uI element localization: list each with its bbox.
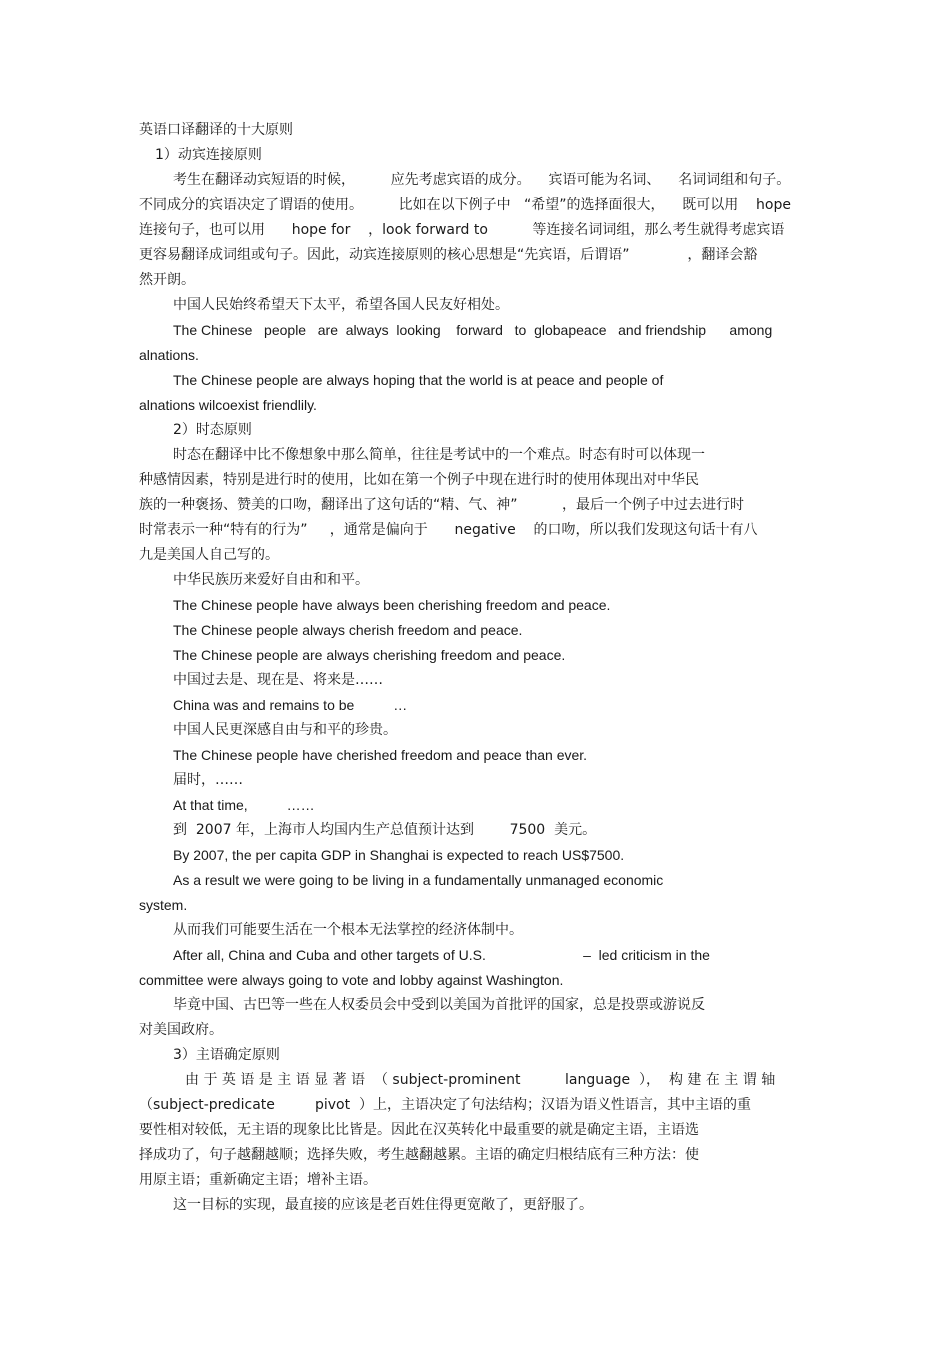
example-line: 这一目标的实现，最直接的应该是老百姓住得更宽敞了，更舒服了。 <box>173 1197 593 1213</box>
example-line: 中国过去是、现在是、将来是…… <box>173 672 383 688</box>
section-heading: 3）主语确定原则 <box>173 1047 280 1063</box>
example-line: alnations. <box>139 347 199 363</box>
paragraph-line: （subject-predicate pivot ）上，主语决定了句法结构；汉语为语义性语言，其中主语的重 <box>139 1097 751 1113</box>
paragraph-line: 然开朗。 <box>139 272 195 288</box>
document-title: 英语口译翻译的十大原则 <box>139 122 293 138</box>
paragraph-line: 用原主语；重新确定主语；增补主语。 <box>139 1172 377 1188</box>
section-heading: 2）时态原则 <box>173 422 252 438</box>
paragraph-line: 更容易翻译成词组或句子。因此，动宾连接原则的核心思想是“先宾语，后谓语” ，翻译会豁 <box>139 247 758 263</box>
example-line: The Chinese people have always been cherishing freedom and peace. <box>173 597 611 613</box>
paragraph-line: 要性相对较低，无主语的现象比比皆是。因此在汉英转化中最重要的就是确定主语，主语选 <box>139 1122 699 1138</box>
example-line: 中国人民更深感自由与和平的珍贵。 <box>173 722 397 738</box>
example-line: 届时，…… <box>173 772 243 788</box>
paragraph-line: 择成功了，句子越翻越顺；选择失败，考生越翻越累。主语的确定归根结底有三种方法：使 <box>139 1147 699 1163</box>
example-line: The Chinese people have cherished freedom and peace than ever. <box>173 747 588 763</box>
example-line: committee were always going to vote and lobby against Washington. <box>139 972 564 988</box>
paragraph-line: 九是美国人自己写的。 <box>139 547 279 563</box>
paragraph-line: 时态在翻译中比不像想象中那么简单，往往是考试中的一个难点。时态有时可以体现一 <box>173 447 705 463</box>
paragraph-line: 连接句子，也可以用 hope for ，look forward to 等连接名词词组，那么考生就得考虑宾语 <box>139 222 785 238</box>
paragraph-line: 由 于 英 语 是 主 语 显 著 语 （ subject-prominent language ）， 构 建 在 主 谓 轴 <box>185 1072 776 1088</box>
example-line: alnations wilcoexist friendlily. <box>139 397 317 413</box>
example-line: The Chinese people always cherish freedom and peace. <box>173 622 523 638</box>
example-line: The Chinese people are always looking forward to globapeace and friendship among <box>173 322 773 338</box>
paragraph-line: 时常表示一种“特有的行为” ，通常是偏向于 negative 的口吻，所以我们发现这句话十有八 <box>139 522 758 538</box>
example-line: system. <box>139 897 188 913</box>
example-line: The Chinese people are always hoping that the world is at peace and people of <box>173 372 664 388</box>
example-line: 毕竟中国、古巴等一些在人权委员会中受到以美国为首批评的国家，总是投票或游说反 <box>173 997 705 1013</box>
example-line: China was and remains to be … <box>173 697 408 713</box>
paragraph-line: 种感情因素，特别是进行时的使用，比如在第一个例子中现在进行时的使用体现出对中华民 <box>139 472 699 488</box>
example-line: The Chinese people are always cherishing freedom and peace. <box>173 647 566 663</box>
example-line: 从而我们可能要生活在一个根本无法掌控的经济体制中。 <box>173 922 523 938</box>
example-line: At that time, …… <box>173 797 315 813</box>
example-line: 中华民族历来爱好自由和和平。 <box>173 572 369 588</box>
paragraph-line: 考生在翻译动宾短语的时候， 应先考虑宾语的成分。 宾语可能为名词、 名词词组和句子。 <box>173 172 791 188</box>
example-line: 到 2007 年，上海市人均国内生产总值预计达到 7500 美元。 <box>173 822 597 838</box>
example-line: 对美国政府。 <box>139 1022 223 1038</box>
example-line: As a result we were going to be living in a fundamentally unmanaged economic <box>173 872 664 888</box>
paragraph-line: 族的一种褒扬、赞美的口吻，翻译出了这句话的“精、气、神” ，最后一个例子中过去进行时 <box>139 497 745 513</box>
paragraph-line: 不同成分的宾语决定了谓语的使用。 比如在以下例子中 “希望”的选择面很大， 既可以用 hope <box>139 197 791 213</box>
example-line: 中国人民始终希望天下太平，希望各国人民友好相处。 <box>173 297 509 313</box>
example-line: After all, China and Cuba and other targets of U.S. – led criticism in the <box>173 947 710 963</box>
example-line: By 2007, the per capita GDP in Shanghai is expected to reach US$7500. <box>173 847 625 863</box>
section-heading: 1）动宾连接原则 <box>155 147 262 163</box>
